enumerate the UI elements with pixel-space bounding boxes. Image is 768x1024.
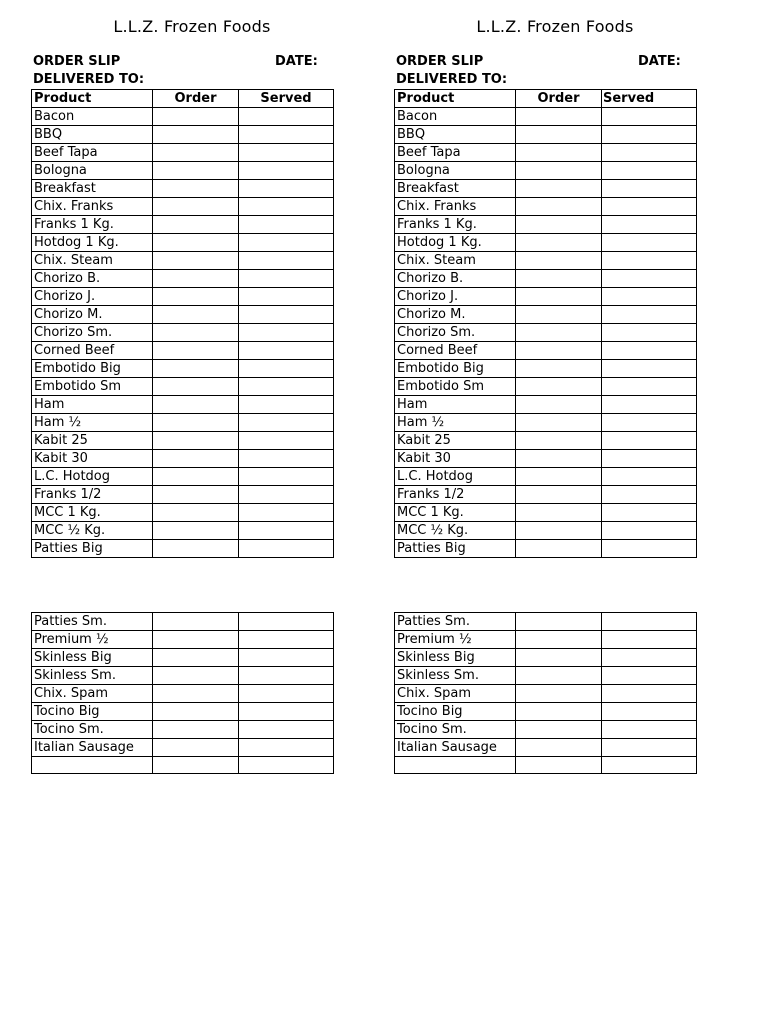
product-name-cell: Skinless Big [395, 649, 516, 667]
served-qty-cell[interactable] [602, 504, 697, 522]
product-name-cell: Premium ½ [32, 631, 153, 649]
order-qty-cell[interactable] [516, 522, 602, 540]
company-title: L.L.Z. Frozen Foods [476, 17, 634, 36]
served-qty-cell[interactable] [602, 631, 697, 649]
product-name-cell: Franks 1 Kg. [32, 216, 153, 234]
table-row [32, 721, 334, 739]
order-qty-cell[interactable] [153, 306, 239, 324]
product-name-cell: Patties Sm. [395, 613, 516, 631]
served-qty-cell[interactable] [602, 324, 697, 342]
product-name-cell: Skinless Big [32, 649, 153, 667]
table-row [32, 378, 334, 396]
product-name-cell: Chorizo Sm. [395, 324, 516, 342]
product-table-extra [394, 612, 697, 774]
served-qty-cell[interactable] [239, 288, 334, 306]
table-row [32, 703, 334, 721]
order-qty-cell[interactable] [153, 486, 239, 504]
product-name-cell: Ham ½ [395, 414, 516, 432]
table-row [32, 739, 334, 757]
product-name-cell: Hotdog 1 Kg. [395, 234, 516, 252]
order-qty-cell[interactable] [153, 270, 239, 288]
product-name-cell: Patties Big [395, 540, 516, 558]
order-qty-cell[interactable] [153, 108, 239, 126]
served-qty-cell[interactable] [239, 108, 334, 126]
served-qty-cell[interactable] [239, 540, 334, 558]
order-qty-cell[interactable] [153, 468, 239, 486]
served-qty-cell[interactable] [602, 198, 697, 216]
served-qty-cell[interactable] [602, 342, 697, 360]
order-qty-cell[interactable] [516, 468, 602, 486]
product-name-cell: Patties Sm. [32, 613, 153, 631]
table-row [32, 108, 334, 126]
served-qty-cell[interactable] [239, 324, 334, 342]
table-row [32, 504, 334, 522]
order-qty-cell[interactable] [153, 432, 239, 450]
table-row [32, 414, 334, 432]
served-qty-cell[interactable] [239, 522, 334, 540]
column-header-order: Order [153, 90, 239, 108]
served-qty-cell[interactable] [239, 216, 334, 234]
served-qty-cell[interactable] [602, 739, 697, 757]
product-name-cell: MCC 1 Kg. [32, 504, 153, 522]
delivered-to-label: DELIVERED TO: [33, 72, 145, 87]
served-qty-cell[interactable] [602, 468, 697, 486]
product-name-cell: Skinless Sm. [32, 667, 153, 685]
table-row [395, 721, 697, 739]
date-label: DATE: [638, 54, 681, 69]
product-name-cell: Chorizo B. [32, 270, 153, 288]
product-name-cell: Tocino Sm. [32, 721, 153, 739]
served-qty-cell[interactable] [602, 216, 697, 234]
table-row [395, 288, 697, 306]
table-row [32, 342, 334, 360]
product-table-main [394, 89, 697, 558]
table-row [32, 162, 334, 180]
product-name-cell: Embotido Big [32, 360, 153, 378]
column-header-product: Product [32, 90, 153, 108]
table-row [395, 685, 697, 703]
served-qty-cell[interactable] [602, 486, 697, 504]
product-name-cell: Patties Big [32, 540, 153, 558]
order-qty-cell[interactable] [153, 234, 239, 252]
product-table-extra [31, 612, 334, 774]
product-name-cell: Kabit 30 [32, 450, 153, 468]
table-row [32, 252, 334, 270]
order-qty-cell[interactable] [153, 450, 239, 468]
table-row [395, 324, 697, 342]
served-qty-cell[interactable] [239, 739, 334, 757]
served-qty-cell[interactable] [239, 432, 334, 450]
table-header-row [395, 90, 697, 108]
table-row [395, 486, 697, 504]
order-qty-cell[interactable] [516, 288, 602, 306]
served-qty-cell[interactable] [602, 721, 697, 739]
product-name-cell: MCC ½ Kg. [32, 522, 153, 540]
order-qty-cell[interactable] [153, 522, 239, 540]
served-qty-cell[interactable] [239, 378, 334, 396]
order-qty-cell[interactable] [516, 649, 602, 667]
product-name-cell: BBQ [395, 126, 516, 144]
order-qty-cell[interactable] [516, 306, 602, 324]
order-qty-cell[interactable] [153, 252, 239, 270]
order-qty-cell[interactable] [153, 739, 239, 757]
served-qty-cell[interactable] [239, 757, 334, 774]
table-row [32, 234, 334, 252]
product-name-cell: L.C. Hotdog [395, 468, 516, 486]
column-header-served: Served [239, 90, 334, 108]
order-qty-cell[interactable] [516, 324, 602, 342]
table-row [32, 757, 334, 774]
product-name-cell: Chorizo B. [395, 270, 516, 288]
order-qty-cell[interactable] [153, 649, 239, 667]
served-qty-cell[interactable] [602, 703, 697, 721]
product-name-cell: Ham [32, 396, 153, 414]
served-qty-cell[interactable] [239, 685, 334, 703]
table-row [395, 540, 697, 558]
served-qty-cell[interactable] [239, 342, 334, 360]
order-qty-cell[interactable] [516, 144, 602, 162]
served-qty-cell[interactable] [602, 613, 697, 631]
product-name-cell: Kabit 30 [395, 450, 516, 468]
product-name-cell: Chorizo J. [32, 288, 153, 306]
order-qty-cell[interactable] [153, 540, 239, 558]
served-qty-cell[interactable] [239, 450, 334, 468]
served-qty-cell[interactable] [239, 631, 334, 649]
served-qty-cell[interactable] [239, 703, 334, 721]
order-qty-cell[interactable] [516, 270, 602, 288]
served-qty-cell[interactable] [239, 252, 334, 270]
product-name-cell: Premium ½ [395, 631, 516, 649]
served-qty-cell[interactable] [602, 360, 697, 378]
table-row [395, 144, 697, 162]
order-qty-cell[interactable] [153, 703, 239, 721]
order-qty-cell[interactable] [516, 703, 602, 721]
table-row [32, 126, 334, 144]
table-row [32, 540, 334, 558]
served-qty-cell[interactable] [602, 126, 697, 144]
table-row [32, 360, 334, 378]
served-qty-cell[interactable] [602, 450, 697, 468]
order-qty-cell[interactable] [516, 667, 602, 685]
product-name-cell: Chix. Spam [395, 685, 516, 703]
product-table-main [31, 89, 334, 558]
table-row [32, 486, 334, 504]
table-row [395, 504, 697, 522]
product-name-cell [32, 757, 153, 774]
order-qty-cell[interactable] [153, 198, 239, 216]
order-qty-cell[interactable] [516, 180, 602, 198]
served-qty-cell[interactable] [239, 270, 334, 288]
product-name-cell: Kabit 25 [395, 432, 516, 450]
order-qty-cell[interactable] [153, 180, 239, 198]
order-qty-cell[interactable] [516, 504, 602, 522]
table-row [32, 306, 334, 324]
order-qty-cell[interactable] [516, 342, 602, 360]
table-row [32, 468, 334, 486]
served-qty-cell[interactable] [602, 378, 697, 396]
order-qty-cell[interactable] [153, 360, 239, 378]
order-qty-cell[interactable] [153, 342, 239, 360]
table-row [395, 252, 697, 270]
order-qty-cell[interactable] [516, 126, 602, 144]
product-name-cell: Breakfast [395, 180, 516, 198]
product-name-cell: Hotdog 1 Kg. [32, 234, 153, 252]
table-row [395, 108, 697, 126]
table-row [32, 667, 334, 685]
product-name-cell: Breakfast [32, 180, 153, 198]
order-qty-cell[interactable] [516, 540, 602, 558]
product-name-cell: Skinless Sm. [395, 667, 516, 685]
product-name-cell: Chorizo J. [395, 288, 516, 306]
product-name-cell: Bologna [395, 162, 516, 180]
table-row [32, 685, 334, 703]
table-row [395, 234, 697, 252]
product-name-cell: Chix. Franks [32, 198, 153, 216]
served-qty-cell[interactable] [602, 685, 697, 703]
product-name-cell: Chix. Spam [32, 685, 153, 703]
served-qty-cell[interactable] [602, 649, 697, 667]
product-name-cell: Ham ½ [32, 414, 153, 432]
table-row [32, 180, 334, 198]
served-qty-cell[interactable] [239, 468, 334, 486]
order-qty-cell[interactable] [516, 486, 602, 504]
product-name-cell: Chorizo M. [32, 306, 153, 324]
served-qty-cell[interactable] [239, 234, 334, 252]
delivered-to-label: DELIVERED TO: [396, 72, 508, 87]
table-row [395, 180, 697, 198]
served-qty-cell[interactable] [239, 721, 334, 739]
order-qty-cell[interactable] [516, 216, 602, 234]
served-qty-cell[interactable] [239, 649, 334, 667]
column-header-order: Order [516, 90, 602, 108]
served-qty-cell[interactable] [239, 144, 334, 162]
product-name-cell: Corned Beef [395, 342, 516, 360]
order-qty-cell[interactable] [516, 432, 602, 450]
order-qty-cell[interactable] [516, 739, 602, 757]
order-qty-cell[interactable] [516, 378, 602, 396]
served-qty-cell[interactable] [602, 540, 697, 558]
served-qty-cell[interactable] [602, 270, 697, 288]
table-row [32, 631, 334, 649]
table-row [395, 757, 697, 774]
table-row [395, 739, 697, 757]
product-name-cell: Embotido Sm [395, 378, 516, 396]
order-qty-cell[interactable] [516, 162, 602, 180]
order-qty-cell[interactable] [516, 396, 602, 414]
served-qty-cell[interactable] [602, 288, 697, 306]
table-row [395, 703, 697, 721]
served-qty-cell[interactable] [602, 432, 697, 450]
served-qty-cell[interactable] [239, 396, 334, 414]
table-row [395, 198, 697, 216]
table-row [395, 414, 697, 432]
table-row [32, 450, 334, 468]
table-row [395, 360, 697, 378]
column-header-served: Served [602, 90, 697, 108]
order-qty-cell[interactable] [516, 252, 602, 270]
order-qty-cell[interactable] [516, 631, 602, 649]
product-name-cell: Franks 1/2 [32, 486, 153, 504]
order-slip-label: ORDER SLIP [33, 54, 121, 69]
served-qty-cell[interactable] [239, 360, 334, 378]
product-name-cell: Ham [395, 396, 516, 414]
table-row [395, 162, 697, 180]
product-name-cell: Embotido Sm [32, 378, 153, 396]
product-name-cell: Chorizo Sm. [32, 324, 153, 342]
table-row [395, 522, 697, 540]
table-row [395, 432, 697, 450]
table-row [395, 631, 697, 649]
served-qty-cell[interactable] [602, 757, 697, 774]
served-qty-cell[interactable] [602, 108, 697, 126]
served-qty-cell[interactable] [602, 144, 697, 162]
served-qty-cell[interactable] [602, 667, 697, 685]
served-qty-cell[interactable] [239, 504, 334, 522]
served-qty-cell[interactable] [239, 613, 334, 631]
order-qty-cell[interactable] [516, 721, 602, 739]
served-qty-cell[interactable] [239, 198, 334, 216]
product-name-cell: Italian Sausage [395, 739, 516, 757]
order-qty-cell[interactable] [153, 631, 239, 649]
served-qty-cell[interactable] [239, 306, 334, 324]
table-row [395, 378, 697, 396]
order-qty-cell[interactable] [516, 450, 602, 468]
table-header-row [32, 90, 334, 108]
table-row [32, 144, 334, 162]
served-qty-cell[interactable] [602, 522, 697, 540]
table-row [395, 468, 697, 486]
order-slip-label: ORDER SLIP [396, 54, 484, 69]
served-qty-cell[interactable] [239, 162, 334, 180]
product-name-cell: Tocino Sm. [395, 721, 516, 739]
product-name-cell: Chix. Steam [395, 252, 516, 270]
served-qty-cell[interactable] [602, 234, 697, 252]
order-qty-cell[interactable] [516, 360, 602, 378]
order-qty-cell[interactable] [153, 613, 239, 631]
table-row [395, 613, 697, 631]
product-name-cell: L.C. Hotdog [32, 468, 153, 486]
order-qty-cell[interactable] [153, 667, 239, 685]
table-row [32, 649, 334, 667]
served-qty-cell[interactable] [239, 180, 334, 198]
order-qty-cell[interactable] [153, 414, 239, 432]
product-name-cell: Kabit 25 [32, 432, 153, 450]
order-qty-cell[interactable] [516, 613, 602, 631]
product-name-cell: Beef Tapa [32, 144, 153, 162]
product-name-cell: Chix. Franks [395, 198, 516, 216]
served-qty-cell[interactable] [239, 667, 334, 685]
table-row [32, 198, 334, 216]
table-row [395, 306, 697, 324]
order-qty-cell[interactable] [516, 108, 602, 126]
order-qty-cell[interactable] [153, 126, 239, 144]
served-qty-cell[interactable] [602, 396, 697, 414]
table-row [32, 522, 334, 540]
product-name-cell: Franks 1 Kg. [395, 216, 516, 234]
served-qty-cell[interactable] [602, 306, 697, 324]
order-qty-cell[interactable] [153, 504, 239, 522]
order-qty-cell[interactable] [516, 414, 602, 432]
order-qty-cell[interactable] [153, 162, 239, 180]
table-row [395, 216, 697, 234]
served-qty-cell[interactable] [602, 414, 697, 432]
table-row [395, 649, 697, 667]
order-qty-cell[interactable] [153, 144, 239, 162]
served-qty-cell[interactable] [239, 414, 334, 432]
product-name-cell: BBQ [32, 126, 153, 144]
column-header-product: Product [395, 90, 516, 108]
product-name-cell: Bologna [32, 162, 153, 180]
product-name-cell: Tocino Big [32, 703, 153, 721]
order-qty-cell[interactable] [516, 685, 602, 703]
product-name-cell: Bacon [32, 108, 153, 126]
product-name-cell: Tocino Big [395, 703, 516, 721]
order-qty-cell[interactable] [516, 757, 602, 774]
table-row [395, 667, 697, 685]
table-row [395, 270, 697, 288]
order-qty-cell[interactable] [153, 396, 239, 414]
served-qty-cell[interactable] [602, 162, 697, 180]
product-name-cell: Italian Sausage [32, 739, 153, 757]
table-row [32, 396, 334, 414]
date-label: DATE: [275, 54, 318, 69]
order-qty-cell[interactable] [153, 288, 239, 306]
product-name-cell [395, 757, 516, 774]
product-name-cell: Franks 1/2 [395, 486, 516, 504]
served-qty-cell[interactable] [602, 252, 697, 270]
product-name-cell: Corned Beef [32, 342, 153, 360]
table-row [32, 216, 334, 234]
table-row [395, 396, 697, 414]
product-name-cell: Chix. Steam [32, 252, 153, 270]
product-name-cell: Beef Tapa [395, 144, 516, 162]
table-row [32, 613, 334, 631]
order-qty-cell[interactable] [153, 378, 239, 396]
served-qty-cell[interactable] [602, 180, 697, 198]
table-row [32, 288, 334, 306]
table-row [395, 450, 697, 468]
product-name-cell: MCC 1 Kg. [395, 504, 516, 522]
order-qty-cell[interactable] [153, 685, 239, 703]
served-qty-cell[interactable] [239, 126, 334, 144]
order-qty-cell[interactable] [516, 234, 602, 252]
order-qty-cell[interactable] [153, 757, 239, 774]
table-row [395, 126, 697, 144]
company-title: L.L.Z. Frozen Foods [113, 17, 271, 36]
order-qty-cell[interactable] [516, 198, 602, 216]
product-name-cell: Bacon [395, 108, 516, 126]
order-qty-cell[interactable] [153, 721, 239, 739]
table-row [32, 270, 334, 288]
product-name-cell: MCC ½ Kg. [395, 522, 516, 540]
order-qty-cell[interactable] [153, 216, 239, 234]
product-name-cell: Chorizo M. [395, 306, 516, 324]
table-row [395, 342, 697, 360]
table-row [32, 324, 334, 342]
table-row [32, 432, 334, 450]
served-qty-cell[interactable] [239, 486, 334, 504]
product-name-cell: Embotido Big [395, 360, 516, 378]
order-qty-cell[interactable] [153, 324, 239, 342]
